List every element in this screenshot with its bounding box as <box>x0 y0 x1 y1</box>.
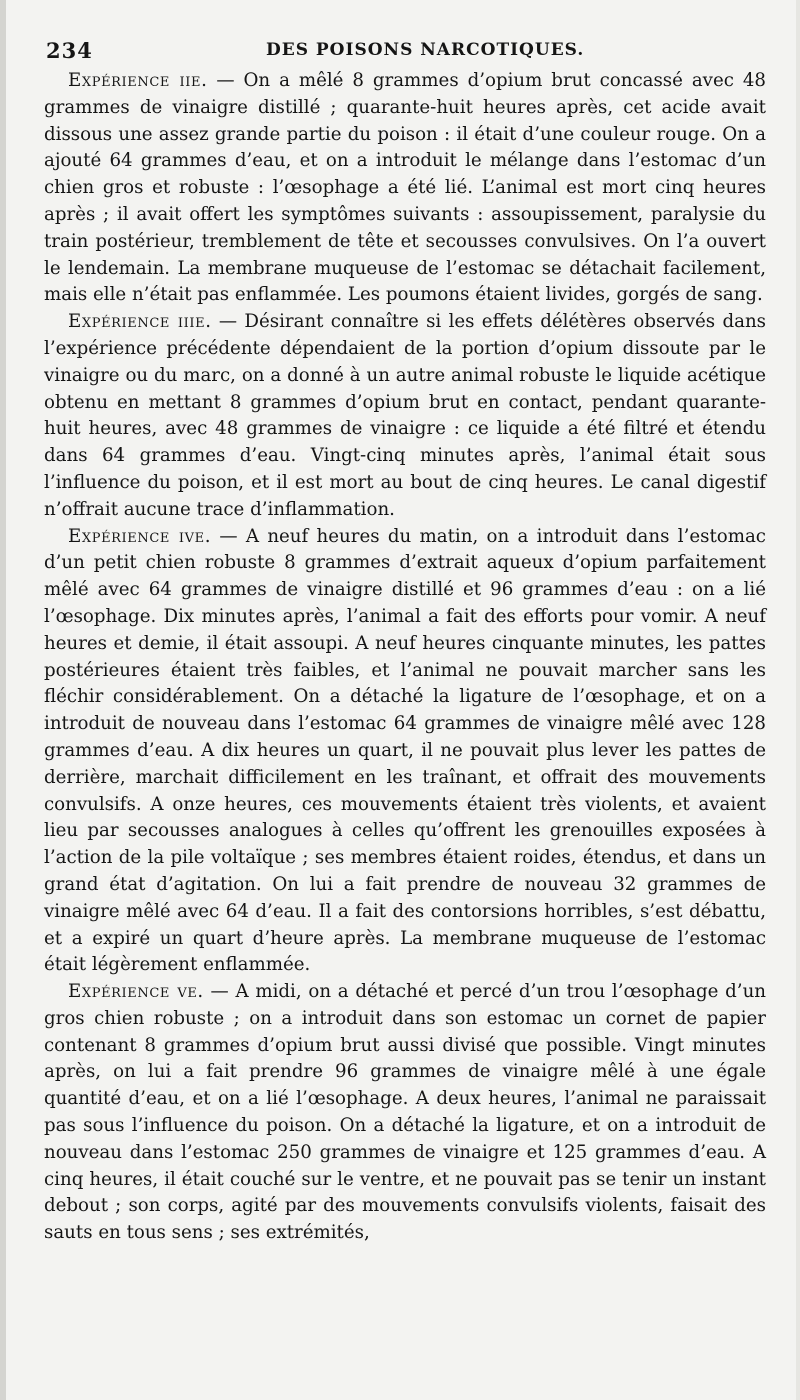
paragraph-experience-2 <box>44 68 766 309</box>
paragraph-experience-3 <box>44 309 766 523</box>
page-number: 234 <box>46 38 93 63</box>
page-body <box>44 68 766 1247</box>
paragraph-text: — On a mêlé 8 grammes d’opium brut concassé avec 48 grammes de vinaigre distillé ; quarante-huit heures après, cet acide avait dissous une assez grande partie du poison : il était d’une couleur rouge. On a ajouté 64 grammes d’eau, et on a introduit le mélange dans l’estomac d’un chien gros et robuste : l’œsophage a été lié. L’animal est mort cinq heures après ; il avait offert les symptômes suivants : assoupissement, paralysie du train postérieur, tremblement de tête et secousses convulsives. On l’a ouvert le lendemain. La membrane muqueuse de l’estomac se détachait facilement, mais elle n’était pas enflammée. Les poumons étaient livides, gorgés de sang. <box>44 70 766 306</box>
experience-label: Expérience ve. <box>68 981 204 1003</box>
running-title: DES POISONS NARCOTIQUES. <box>266 40 585 60</box>
paragraph-experience-4 <box>44 524 766 980</box>
page-header <box>46 38 776 66</box>
paragraph-text: — A neuf heures du matin, on a introduit dans l’estomac d’un petit chien robuste 8 grammes d’extrait aqueux d’opium parfaitement mêlé avec 64 grammes de vinaigre distillé et 96 grammes d’eau : on a lié l’œsophage. Dix minutes après, l’animal a fait des efforts pour vomir. A neuf heures et demie, il était assoupi. A neuf heures cinquante minutes, les pattes postérieures étaient très faibles, et l’animal ne pouvait marcher sans les fléchir considérablement. On a détaché la ligature de l’œsophage, et on a introduit de nouveau dans l’estomac 64 grammes de vinaigre mêlé avec 128 grammes d’eau. A dix heures un quart, il ne pouvait plus lever les pattes de derrière, marchait difficilement en les traînant, et offrait des mouvements convulsifs. A onze heures, ces mouvements étaient très violents, et avaient lieu par secousses analogues à celles qu’offrent les grenouilles exposées à l’action de la pile voltaïque ; ses membres étaient roides, étendus, et dans un grand état d’agitation. On lui a fait prendre de nouveau 32 grammes de vinaigre mêlé avec 64 d’eau. Il a fait des contorsions horribles, s’est débattu, et a expiré un quart d’heure après. La membrane muqueuse de l’estomac était légèrement enflammée. <box>44 525 766 976</box>
paragraph-text: — Désirant connaître si les effets délétères observés dans l’expérience précédente dépendaient de la portion d’opium dissoute par le vinaigre ou du marc, on a donné à un autre animal robuste le liquide acétique obtenu en mettant 8 grammes d’opium brut en contact, pendant quarante-huit heures, avec 48 grammes de vinaigre : ce liquide a été filtré et étendu dans 64 grammes d’eau. Vingt-cinq minutes après, l’animal était sous l’influence du poison, et il est mort au bout de cinq heures. Le canal digestif n’offrait aucune trace d’inflammation. <box>44 311 766 520</box>
paragraph-text: — A midi, on a détaché et percé d’un trou l’œsophage d’un gros chien robuste ; on a introduit dans son estomac un cornet de papier contenant 8 grammes d’opium brut aussi divisé que possible. Vingt minutes après, on lui a fait prendre 96 grammes de vinaigre mêlé à une égale quantité d’eau, et on a lié l’œsophage. A deux heures, l’animal ne paraissait pas sous l’influence du poison. On a détaché la ligature, et on a introduit de nouveau dans l’estomac 250 grammes de vinaigre et 125 grammes d’eau. A cinq heures, il était couché sur le ventre, et ne pouvait pas se tenir un instant debout ; son corps, agité par des mouvements convulsifs violents, faisait des sauts en tous sens ; ses extrémités, <box>44 981 766 1244</box>
experience-label: Expérience iiie. <box>68 311 212 333</box>
experience-label: Expérience ive. <box>68 525 212 547</box>
experience-label: Expérience iie. <box>68 70 208 91</box>
paragraph-experience-5 <box>44 979 766 1247</box>
